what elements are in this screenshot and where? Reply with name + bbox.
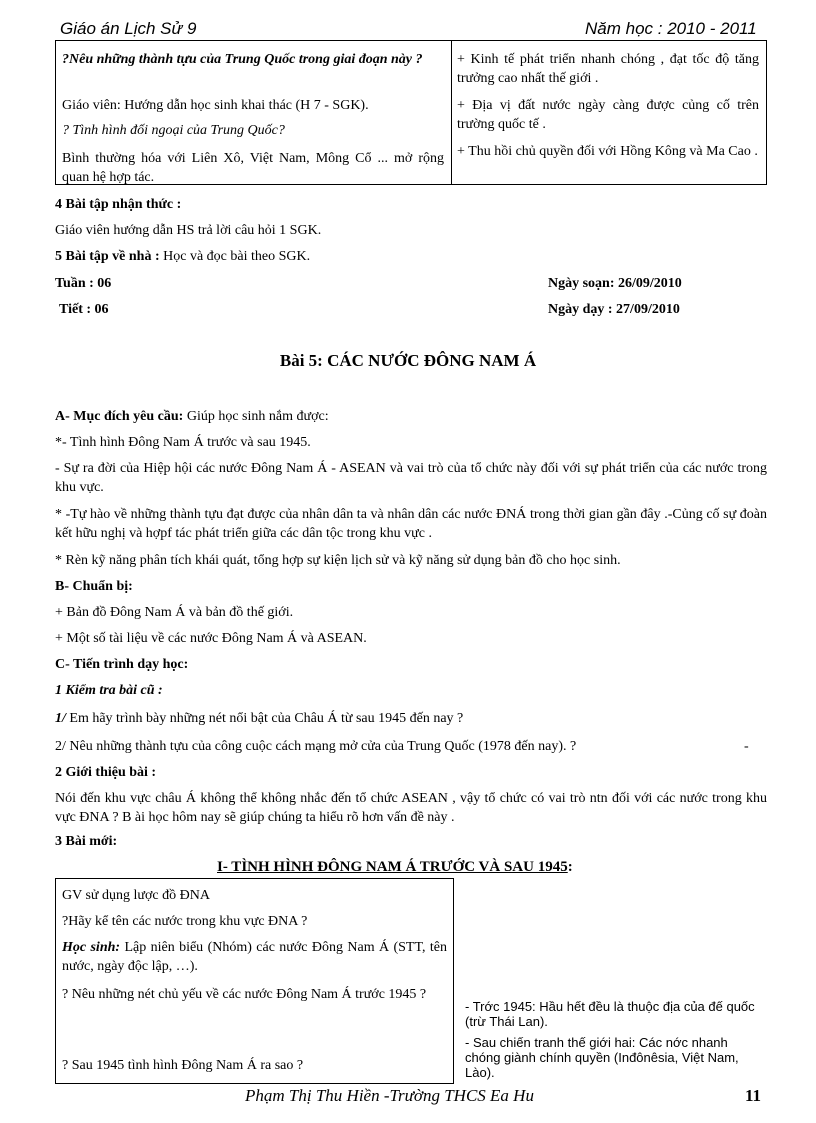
kiemtra-q2: 2/ Nêu những thành tựu của công cuộc cách mạng mở cửa của Trung Quốc (1978 đến nay). ? bbox=[55, 739, 577, 754]
top-table-divider bbox=[451, 40, 452, 185]
sectionA-item-2: - Sự ra đời của Hiệp hội các nước Đông Nam Á - ASEAN và vai trò của tổ chức này đối với sự phát triển của các nước trong khu vực. bbox=[55, 461, 767, 495]
student-label: Học sinh: bbox=[62, 940, 121, 955]
section4-text: Giáo viên hướng dẫn HS trả lời câu hỏi 1 SGK. bbox=[55, 223, 322, 238]
top-right-sovereignty: + Thu hồi chủ quyền đối với Hồng Kông và Ma Cao . bbox=[457, 144, 758, 159]
sectionB-item-2: + Một số tài liệu về các nước Đông Nam Á và ASEAN. bbox=[55, 631, 367, 646]
bottom-table-left-cell bbox=[55, 878, 454, 1084]
student-task-text: Lập niên biểu (Nhóm) các nước Đông Nam Á (STT, tên nước, ngày độc lập, …). bbox=[62, 940, 447, 974]
kiemtra-q2-dash: - bbox=[744, 739, 749, 754]
bottom-left-question-countries: ?Hãy kể tên các nước trong khu vực ĐNA ? bbox=[62, 914, 308, 929]
gioithieu-heading: 2 Giới thiệu bài : bbox=[55, 765, 157, 780]
top-table-right-border bbox=[766, 40, 767, 185]
gioithieu-text: Nói đến khu vực châu Á không thể không nhắc đến tổ chức ASEAN , vậy tổ chức có vai trò ntn đối với các nước trong khu vực ĐNA ? B ài học hôm nay sẽ giúp chúng ta hiểu rõ hơn vấn đề này . bbox=[55, 791, 767, 825]
sectionB-item-1: + Bản đồ Đông Nam Á và bản đồ thế giới. bbox=[55, 605, 294, 620]
bottom-left-question-before-1945: ? Nêu những nét chủ yếu về các nước Đông Nam Á trước 1945 ? bbox=[62, 987, 427, 1002]
kiemtra-heading: 1 Kiểm tra bài cũ : bbox=[55, 683, 163, 698]
header-right: Năm học : 2010 - 2011 bbox=[585, 19, 757, 38]
sectionC-heading: C- Tiến trình dạy học: bbox=[55, 657, 189, 672]
top-left-teacher-guide: Giáo viên: Hướng dẫn học sinh khai thác (H 7 - SGK). bbox=[62, 98, 369, 113]
section-I-title: I- TÌNH HÌNH ĐÔNG NAM Á TRƯỚC VÀ SAU 1945 bbox=[217, 859, 568, 875]
kiemtra-q1-number: 1/ bbox=[55, 711, 66, 726]
footer-author: Phạm Thị Thu Hiền -Trường THCS Ea Hu bbox=[245, 1086, 534, 1105]
top-left-question-foreign: ? Tình hình đối ngoại của Trung Quốc? bbox=[62, 123, 285, 138]
baimoi-heading: 3 Bài mới: bbox=[55, 834, 118, 849]
header-rule bbox=[55, 40, 767, 41]
section5-heading: 5 Bài tập về nhà : bbox=[55, 249, 160, 264]
top-right-status: + Địa vị đất nước ngày càng được củng cố trên trường quốc tế . bbox=[457, 98, 759, 132]
sectionA-heading: A- Mục đích yêu cầu: bbox=[55, 409, 184, 424]
section4-heading: 4 Bài tập nhận thức : bbox=[55, 197, 182, 212]
sectionA-intro: Giúp học sinh nắm được: bbox=[183, 409, 329, 424]
top-right-economy: + Kinh tế phát triển nhanh chóng , đạt tốc độ tăng trưởng cao nhất thế giới . bbox=[457, 52, 759, 86]
sectionA-item-1: *- Tình hình Đông Nam Á trước và sau 1945. bbox=[55, 435, 311, 450]
section5-text: Học và đọc bài theo SGK. bbox=[159, 249, 311, 264]
top-table-left-border bbox=[55, 40, 56, 185]
section5 bbox=[55, 247, 310, 266]
header-left: Giáo án Lịch Sử 9 bbox=[60, 19, 197, 38]
bottom-right-after-war: - Sau chiến tranh thế giới hai: Các nớc nhanh chóng giành chính quyền (Inđônêsia, Việt Nam, Lào). bbox=[465, 1035, 739, 1080]
bottom-left-gv-map: GV sử dụng lược đồ ĐNA bbox=[62, 888, 210, 903]
page-number: 11 bbox=[745, 1086, 762, 1105]
lesson-title: Bài 5: CÁC NƯỚC ĐÔNG NAM Á bbox=[279, 351, 537, 370]
sectionA-heading-line bbox=[55, 407, 329, 426]
sectionA-item-3: * -Tự hào về những thành tựu đạt được của nhân dân ta và nhân dân các nước ĐNÁ trong thời gian gần đây .-Củng cố sự đoàn kết hữu nghị và hợpf tác phát triển giữa các dân tộc trong khu vực . bbox=[55, 507, 767, 541]
week-label: Tuần : 06 bbox=[55, 276, 112, 291]
bottom-right-before-1945: - Trớc 1945: Hầu hết đều là thuộc địa của đế quốc (trừ Thái Lan). bbox=[465, 999, 755, 1029]
bottom-left-student-task bbox=[62, 938, 447, 976]
sectionB-heading: B- Chuẩn bị: bbox=[55, 579, 133, 594]
prep-date: Ngày soạn: 26/09/2010 bbox=[548, 276, 682, 291]
kiemtra-q1 bbox=[55, 709, 463, 728]
kiemtra-q1-text: Em hãy trình bày những nét nổi bật của Châu Á từ sau 1945 đến nay ? bbox=[65, 711, 464, 726]
section-I-title-line bbox=[217, 859, 573, 876]
top-left-normalization: Bình thường hóa với Liên Xô, Việt Nam, Mông Cổ ... mở rộng quan hệ hợp tác. bbox=[62, 151, 444, 185]
top-left-question-achievements: ?Nêu những thành tựu của Trung Quốc trong giai đoạn này ? bbox=[62, 52, 423, 67]
section-I-colon: : bbox=[567, 859, 573, 875]
teach-date: Ngày dạy : 27/09/2010 bbox=[548, 302, 680, 317]
period-label: Tiết : 06 bbox=[59, 302, 109, 317]
bottom-left-question-after-1945: ? Sau 1945 tình hình Đông Nam Á ra sao ? bbox=[62, 1058, 304, 1073]
sectionA-item-4: * Rèn kỹ năng phân tích khái quát, tổng hợp sự kiện lịch sử và kỹ năng sử dụng bản đồ cho học sinh. bbox=[55, 553, 621, 568]
